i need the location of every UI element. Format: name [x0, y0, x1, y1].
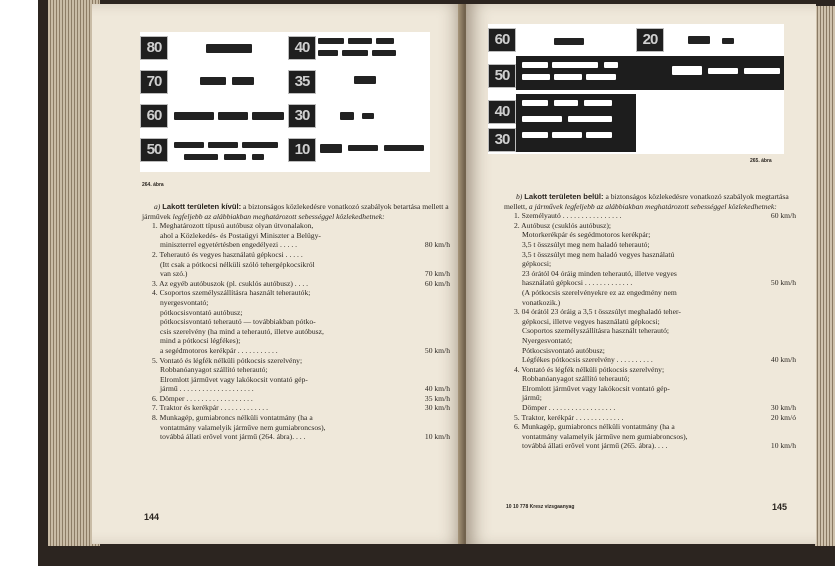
tractor-icon	[688, 36, 710, 44]
articulated-bus-icon	[252, 112, 284, 120]
item-line: 23 órától 04 óráig minden teherautó, illetve vegyes	[522, 268, 677, 278]
item-line: 4. Csoportos személyszállításra használt teherautók;	[152, 288, 311, 298]
bus-trailer-icon	[568, 116, 612, 122]
horse-cart-icon	[384, 145, 424, 151]
section-label: a)	[154, 202, 161, 211]
page-footer: 10 10 778 Kresz vizsgaanyag	[506, 504, 575, 510]
item-line: mind a pótkocsi légfékes);	[160, 336, 241, 346]
speed-number: 80	[140, 36, 168, 60]
item-line: Elromlott járművet vagy lakókocsit vontató gép-	[160, 374, 308, 384]
item-line: Motorkerékpár és segédmotoros kerékpár;	[522, 230, 651, 240]
item-line: gépkocsi, illetve vegyes használatú gépkocsi;	[522, 316, 660, 326]
speed-number: 40	[488, 100, 516, 124]
speed-list	[504, 211, 796, 451]
speed-number: 20	[636, 28, 664, 52]
speed-value: 70 km/h	[424, 269, 450, 279]
truck-icon	[342, 50, 368, 56]
truck-icon	[586, 74, 616, 80]
dumper-icon	[586, 132, 612, 138]
tractor-trailer-icon	[708, 68, 738, 74]
speed-value: 30 km/h	[424, 403, 450, 413]
item-line: Légfékes pótkocsis szerelvény . . . . . . . . . .	[522, 355, 653, 365]
item-line: 3. 04 órától 23 óráig a 3,5 t összsúlyt meghaladó teher-	[514, 307, 681, 317]
page-edges-right	[815, 6, 835, 546]
speed-list	[142, 221, 450, 442]
figure-caption: 265. ábra	[750, 158, 772, 164]
page-number: 144	[144, 512, 160, 522]
item-line: pótkocsisvontató teherautó — továbbiakban pótko-	[160, 317, 316, 327]
item-line: gépkocsi;	[522, 259, 552, 269]
motorcycle-icon	[604, 62, 618, 68]
speed-list-item	[142, 221, 450, 250]
page-number: 145	[772, 502, 788, 512]
speed-figure-264	[140, 32, 430, 172]
horse-cart-icon	[744, 68, 780, 74]
item-line: Nyergesvontató;	[522, 335, 573, 345]
item-line: 1. Személyautó . . . . . . . . . . . . . . . .	[514, 211, 622, 221]
section-heading: Lakott területen belül:	[524, 192, 604, 201]
intro-text: a biztonságos közlekedésre vonatkozó szabályok betartása mellett a járművek	[142, 202, 449, 221]
item-line: csis szerelvény (ha mind a teherautó, illetve autóbusz,	[160, 326, 324, 336]
speed-number: 50	[488, 64, 516, 88]
speed-number: 40	[288, 36, 316, 60]
tractor-trailer-icon	[348, 145, 378, 151]
item-line: vontatmány valamelyik járműve nem gumiabroncsos),	[160, 422, 326, 432]
speed-number: 70	[140, 70, 168, 94]
section-heading: Lakott területen kívül:	[162, 202, 242, 211]
item-line: 3,5 t összsúlyt meg nem haladó vegyes használatú	[522, 249, 675, 259]
truck-icon	[184, 154, 218, 160]
item-line: 1. Meghatározott típusú autóbusz olyan útvonalakon,	[152, 221, 314, 231]
left-page	[92, 4, 464, 544]
item-line: 3,5 t összsúlyt meg nem haladó teherautó;	[522, 239, 650, 249]
speed-list-item	[504, 365, 796, 413]
item-line: (Itt csak a pótkocsi nélküli szóló tehergépkocsikról	[160, 259, 315, 269]
item-line: 5. Traktor, kerékpár . . . . . . . . . . . . .	[514, 412, 624, 422]
speed-list-item	[504, 211, 796, 221]
bicycle-icon	[722, 38, 734, 44]
speed-number: 35	[288, 70, 316, 94]
speed-list-item	[142, 403, 450, 413]
right-body-text	[504, 192, 796, 451]
item-line: Csoportos személyszállításra használt teherautó;	[522, 326, 669, 336]
speed-number: 50	[140, 138, 168, 162]
item-line: továbbá állati erővel vont jármű (264. ábra). . . .	[160, 432, 306, 442]
speed-value: 60 km/h	[424, 278, 450, 288]
speed-number: 60	[140, 104, 168, 128]
bus-icon	[584, 100, 612, 106]
speed-value: 20 km/ó	[770, 412, 796, 422]
item-line: Pótkocsisvontató autóbusz;	[522, 345, 605, 355]
speed-value: 10 km/h	[424, 432, 450, 442]
intro-text: a biztonságos közlekedésre vonatkozó szabályok megtartása mellett,	[504, 192, 789, 211]
item-line: 2. Autóbusz (csuklós autóbusz);	[514, 220, 612, 230]
item-line: jármű . . . . . . . . . . . . . . . . . . . .	[160, 384, 254, 394]
truck-trailer-icon	[522, 116, 562, 122]
truck-trailer-icon	[208, 142, 238, 148]
speed-list-item	[504, 422, 796, 451]
item-line: 5. Vontató és légfék nélküli pótkocsis szerelvény;	[152, 355, 303, 365]
speed-value: 80 km/h	[424, 240, 450, 250]
speed-list-item	[142, 250, 450, 279]
speed-list-item	[504, 307, 796, 365]
tractor-icon	[340, 112, 354, 120]
van-icon	[318, 50, 338, 56]
speed-number: 30	[288, 104, 316, 128]
item-line: miniszterrel egyetértésben engedélyezi . . . . .	[160, 240, 298, 250]
truck-icon	[554, 74, 582, 80]
speed-number: 60	[488, 28, 516, 52]
speed-list-item	[142, 413, 450, 442]
figure-caption: 264. ábra	[142, 182, 164, 188]
speed-value: 60 km/h	[770, 211, 796, 221]
item-line: 3. Az egyéb autóbuszok (pl. csuklós autóbusz) . . . .	[152, 278, 309, 288]
item-line: a segédmotoros kerékpár . . . . . . . . . . .	[160, 345, 278, 355]
item-line: Dömper . . . . . . . . . . . . . . . . . .	[522, 403, 616, 413]
speed-figure-265	[488, 24, 784, 154]
speed-value: 35 km/h	[424, 393, 450, 403]
bus-icon	[174, 112, 214, 120]
car-icon	[554, 38, 584, 45]
truck-icon	[318, 38, 344, 44]
van-icon	[232, 77, 254, 85]
speed-list-item	[142, 356, 450, 394]
truck-icon	[522, 100, 548, 106]
bus-icon	[206, 44, 252, 53]
item-line: 2. Teherautó és vegyes használatú gépkocsi . . . . .	[152, 249, 303, 259]
van-icon	[522, 74, 550, 80]
section-label: b)	[516, 192, 523, 201]
roller-icon	[320, 144, 342, 153]
item-line: van szó.)	[160, 269, 188, 279]
truck-icon	[348, 38, 372, 44]
truck-icon	[224, 154, 246, 160]
item-line: jármű;	[522, 393, 542, 403]
truck-icon	[174, 142, 204, 148]
roller-icon	[672, 66, 702, 75]
item-line: 4. Vontató és légfék nélküli pótkocsis szerelvény;	[514, 364, 665, 374]
intro-italic: legfeljebb az alábbiakban meghatározott sebességgel közlekedhetnek:	[172, 211, 385, 221]
bus-icon	[218, 112, 248, 120]
articulated-bus-icon	[552, 62, 598, 68]
item-line: Robbanóanyagot szállító teherautó;	[522, 374, 630, 384]
item-line: (A pótkocsis szerelvényekre ez az engedmény nem	[522, 287, 677, 297]
item-line: ahol a Közlekedés- és Postaügyi Miniszter a Belügy-	[160, 230, 321, 240]
item-line: 6. Dömper . . . . . . . . . . . . . . . . . .	[152, 393, 253, 403]
speed-value: 10 km/h	[770, 441, 796, 451]
item-line: 8. Munkagép, gumiabroncs nélküli vontatmány (ha a	[152, 413, 313, 423]
item-line: nyergesvontató;	[160, 297, 209, 307]
dumper-icon	[354, 76, 376, 84]
speed-list-item	[504, 413, 796, 423]
item-line: továbbá állati erővel vont jármű (265. ábra). . . .	[522, 441, 668, 451]
item-line: használatú gépkocsi . . . . . . . . . . . . .	[522, 278, 633, 288]
bus-icon	[522, 62, 548, 68]
bus-trailer-icon	[242, 142, 278, 148]
item-line: vontatmány valamelyik járműve nem gumiabroncsos),	[522, 431, 688, 441]
speed-number: 30	[488, 128, 516, 152]
truck-icon	[552, 132, 582, 138]
item-line: Elromlott járművet vagy lakókocsit vontató gép-	[522, 383, 670, 393]
speed-number: 10	[288, 138, 316, 162]
truck-icon	[200, 77, 226, 85]
truck-icon	[554, 100, 578, 106]
speed-value: 50 km/h	[770, 278, 796, 288]
speed-value: 50 km/h	[424, 345, 450, 355]
moped-icon	[252, 154, 264, 160]
speed-value: 40 km/h	[770, 355, 796, 365]
speed-list-item	[142, 394, 450, 404]
item-line: vonatkozik.)	[522, 297, 561, 307]
item-line: pótkocsisvontató autóbusz;	[160, 307, 243, 317]
speed-list-item	[142, 288, 450, 355]
speed-value: 40 km/h	[424, 384, 450, 394]
speed-list-item	[142, 279, 450, 289]
trailer-icon	[372, 50, 396, 56]
speed-value: 30 km/h	[770, 403, 796, 413]
right-page	[466, 4, 816, 544]
item-line: Robbanóanyagot szállító teherautó;	[160, 365, 268, 375]
intro-italic: a járművek legfeljebb az alábbiakban meghatározott sebességgel közlekedhetnek:	[528, 201, 777, 211]
truck-icon	[522, 132, 548, 138]
item-line: 7. Traktor és kerékpár . . . . . . . . . . . . .	[152, 403, 269, 413]
left-body-text	[142, 202, 450, 442]
item-line: 6. Munkagép, gumiabroncs nélküli vontatmány (ha a	[514, 422, 675, 432]
speed-list-item	[504, 221, 796, 307]
car-icon	[376, 38, 394, 44]
bicycle-icon	[362, 113, 374, 119]
